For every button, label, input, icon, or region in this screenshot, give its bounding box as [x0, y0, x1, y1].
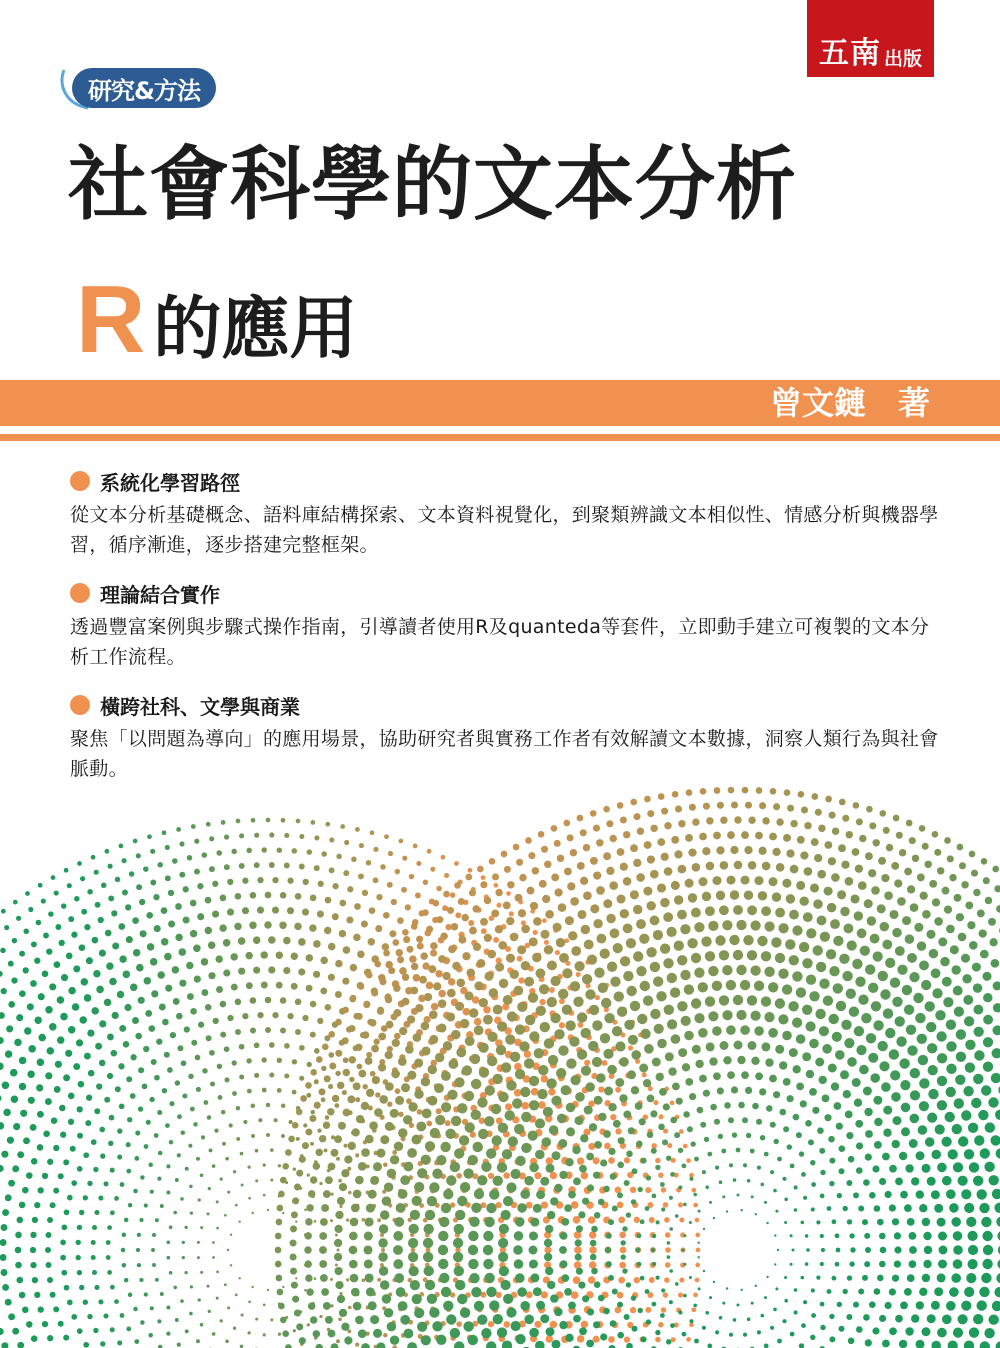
feature-desc: 聚焦「以問題為導向」的應用場景，協助研究者與實務工作者有效解讀文本數據，洞察人類行為與社會脈動。 — [70, 728, 939, 780]
subtitle-r: R — [76, 266, 146, 373]
book-subtitle — [76, 266, 358, 373]
series-badge — [58, 64, 218, 112]
feature-desc: 從文本分析基礎概念、語料庫結構探索、文本資料視覺化，到聚類辨識文本相似性、情感分析與機器學習，循序漸進，逐步搭建完整框架。 — [70, 504, 939, 556]
feature-list — [70, 466, 940, 802]
author-name: 曾文鏈 著 — [769, 384, 930, 422]
publisher-label: 出版 — [883, 48, 922, 70]
feature-item — [70, 578, 940, 672]
feature-title: 橫跨社科、文學與商業 — [100, 694, 300, 719]
feature-item — [70, 466, 940, 560]
publisher-logo — [807, 0, 934, 77]
series-badge-label: 研究&方法 — [72, 68, 216, 108]
subtitle-text: 的應用 — [153, 290, 358, 369]
bullet-icon — [70, 583, 90, 603]
feature-item — [70, 690, 940, 784]
feature-desc: 透過豐富案例與步驟式操作指南，引導讀者使用R及quanteda等套件，立即動手建立可複製的文本分析工作流程。 — [70, 616, 930, 668]
halftone-dot-artwork — [0, 780, 1000, 1348]
feature-title: 系統化學習路徑 — [100, 470, 240, 495]
bullet-icon — [70, 471, 90, 491]
book-title: 社會科學的文本分析 — [68, 138, 797, 231]
divider-line — [0, 434, 1000, 441]
bullet-icon — [70, 695, 90, 715]
publisher-name: 五南 — [818, 36, 881, 71]
feature-title: 理論結合實作 — [100, 582, 220, 607]
